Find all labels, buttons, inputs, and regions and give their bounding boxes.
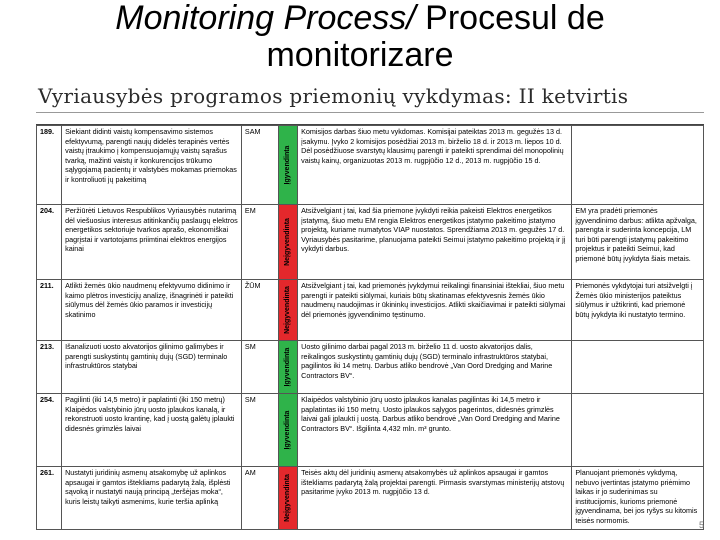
institution-cell: ŽŪM: [241, 280, 278, 341]
implementation-comment-cell: Atsižvelgiant į tai, kad priemonės įvykdymui reikalingi finansiniai ištekliai, šiuo metu parengti ir pateikti siūlymai, kuriais būtų skatinamas efektyvesnis žemės ūkio naudmenų naudojimas ir ūkininkų investicijos. Atlikti skaičiavimai ir pateikti siūlymai dėl priemonės įgyvendinimo tęstinumo.: [298, 280, 572, 341]
measure-description-cell: Pagilinti (iki 14,5 metro) ir paplatinti (iki 150 metrų) Klaipėdos valstybinio jūrų uosto įplaukos kanalą, ir rekonstruoti uosto krantinę, kad į uostą galėtų įplaukti didesnės grimzlės laivai: [62, 394, 242, 467]
page-number: 5: [698, 520, 704, 530]
institution-cell: EM: [241, 205, 278, 280]
implementation-comment-cell: Komisijos darbas šiuo metu vykdomas. Komisijai pateiktas 2013 m. gegužės 13 d. įsakymu. Įvyko 2 komisijos posėdžiai 2013 m. birželio 18 d. ir 2013 m. liepos 10 d. Dėl posėdžiuose svarstytų klausimų parengti ir pateikti sprendimai dėl monopolinių vaistų kainų, organizuotas 2013 m. rugpjūčio 12 d., 2013 m. rugpjūčio 15 d.: [298, 126, 572, 205]
table-row: [37, 126, 704, 205]
row-number-cell: 213.: [37, 341, 62, 394]
measure-description-cell: Atlikti žemės ūkio naudmenų efektyvumo didinimo ir kaimo plėtros investicijų analizę, išnagrinėti ir pateikti siūlymus dėl žemės ūkio paramos ir investicijų skatinimo: [62, 280, 242, 341]
table-row: [37, 205, 704, 280]
status-label: Neįgyvendinta: [284, 474, 292, 522]
row-number-cell: 189.: [37, 126, 62, 205]
measure-description-cell: Nustatyti juridinių asmenų atsakomybę už aplinkos apsaugai ir gamtos ištekliams padarytą žalą, išplėsti sąvoką ir nustatyti naują principą „teršėjas moka“, kuris leistų taikyti asmenims, kurie teršia aplinką: [62, 467, 242, 530]
status-cell: [279, 394, 298, 467]
implementation-comment-cell: Klaipėdos valstybinio jūrų uosto įplaukos kanalas pagilintas iki 14,5 metro ir paplatintas iki 150 metrų. Uosto įplaukos sąlygos pagerintos, didesnės grimzlės laivai gali įplaukti į uostą. Darbus atliko bendrovė „Van Oord Dredging and Marine Contractors BV“. Išgilinta 4,432 mln. m³ grunto.: [298, 394, 572, 467]
evaluation-note-cell: Planuojant priemonės vykdymą, nebuvo įvertintas įstatymo priėmimo laikas ir jo suderinimas su institucijomis, kurioms priemonė įgyvendinama, bei jos ryšys su kitomis teisės normomis.: [572, 467, 704, 530]
row-number-cell: 204.: [37, 205, 62, 280]
status-cell: [279, 126, 298, 205]
measures-table: [36, 125, 704, 530]
status-cell: [279, 205, 298, 280]
evaluation-note-cell: [572, 126, 704, 205]
slide-title-italic: Monitoring Process/: [115, 0, 416, 37]
status-label: Neįgyvendinta: [284, 218, 292, 266]
status-label: Neįgyvendinta: [284, 286, 292, 334]
measure-description-cell: Peržiūrėti Lietuvos Respublikos Vyriausybės nutarimą dėl viešuosius interesus atitinkančių paslaugų elektros energetikos sektoriuje tvarkos aprašo, ekonomiškai pagrįstai ir vartotojams priimtinai elektros energijos kainai: [62, 205, 242, 280]
measures-table-container: [36, 124, 704, 525]
slide-title: [0, 0, 720, 74]
institution-cell: SM: [241, 394, 278, 467]
measure-description-cell: Išanalizuoti uosto akvatorijos gilinimo galimybes ir parengti suskystintų gamtinių dujų (SGD) terminalo infrastruktūros statybai: [62, 341, 242, 394]
table-row: [37, 341, 704, 394]
table-row: [37, 280, 704, 341]
implementation-comment-cell: Atsižvelgiant į tai, kad šia priemone įvykdyti reikia pakeisti Elektros energetikos įstatymą, šiuo metu EM rengia Elektros energetikos įstatymo pakeitimo įstatymo projektą, kuriame numatytos VIAP nuostatos. Sprendžiama 2013 m. gegužės 17 d. Vyriausybės pasitarime, planuojama pateikti Seimui įstatymo pakeitimo projektą ir jį vykdyti darbus.: [298, 205, 572, 280]
status-label: Įgyvendinta: [284, 347, 292, 387]
institution-cell: SM: [241, 341, 278, 394]
evaluation-note-cell: EM yra pradėti priemonės įgyvendinimo darbus: atlikta apžvalga, parengta ir suderinta koncepcija, LM turi būti parengti įstatymų pakeitimo projektus ir pateikti Seimui, kad priemonė būtų įvykdyta šiais metais.: [572, 205, 704, 280]
table-row: [37, 467, 704, 530]
status-cell: [279, 467, 298, 530]
row-number-cell: 261.: [37, 467, 62, 530]
table-row: [37, 394, 704, 467]
implementation-comment-cell: Teisės aktų dėl juridinių asmenų atsakomybės už aplinkos apsaugai ir gamtos ištekliams padarytą žalą projektai parengti. Pirmasis svarstymas ministerijų atstovų pasitarime įvyko 2013 m. rugpjūčio 13 d.: [298, 467, 572, 530]
slide-title-regular: Procesul de: [415, 0, 605, 37]
status-cell: [279, 341, 298, 394]
slide-title-line2: monitorizare: [266, 36, 454, 74]
row-number-cell: 211.: [37, 280, 62, 341]
evaluation-note-cell: [572, 394, 704, 467]
status-label: Įgyvendinta: [284, 410, 292, 450]
implementation-comment-cell: Uosto gilinimo darbai pagal 2013 m. birželio 11 d. uosto akvatorijos dalis, reikalingos suskystintų gamtinių dujų (SGD) terminalo infrastruktūros statybai, pagilintos iki 14 metrų. Darbus atliko bendrovė „Van Oord Dredging and Marine Contractors BV“.: [298, 341, 572, 394]
evaluation-note-cell: [572, 341, 704, 394]
evaluation-note-cell: Priemonės vykdytojai turi atsižvelgti į Žemės ūkio ministerijos pateiktus siūlymus ir užtikrinti, kad priemonė būtų įvykdyta iki nustatyto termino.: [572, 280, 704, 341]
status-label: Įgyvendinta: [284, 145, 292, 185]
status-cell: [279, 280, 298, 341]
row-number-cell: 254.: [37, 394, 62, 467]
document-heading: Vyriausybės programos priemonių vykdymas: II ketvirtis: [38, 84, 629, 108]
institution-cell: SAM: [241, 126, 278, 205]
heading-divider: [36, 112, 704, 113]
institution-cell: AM: [241, 467, 278, 530]
measure-description-cell: Siekiant didinti vaistų kompensavimo sistemos efektyvumą, parengti naujų didelės terapinės vertės vaistų įtraukimo į kompensuojamųjų vaistų sąrašus tvarką, mažinti vaistų ir konkurencijos trūkumo sąlygojamą pacientų ir valstybės mokamas priemokas ir kontroliuoti jų pakeitimą: [62, 126, 242, 205]
